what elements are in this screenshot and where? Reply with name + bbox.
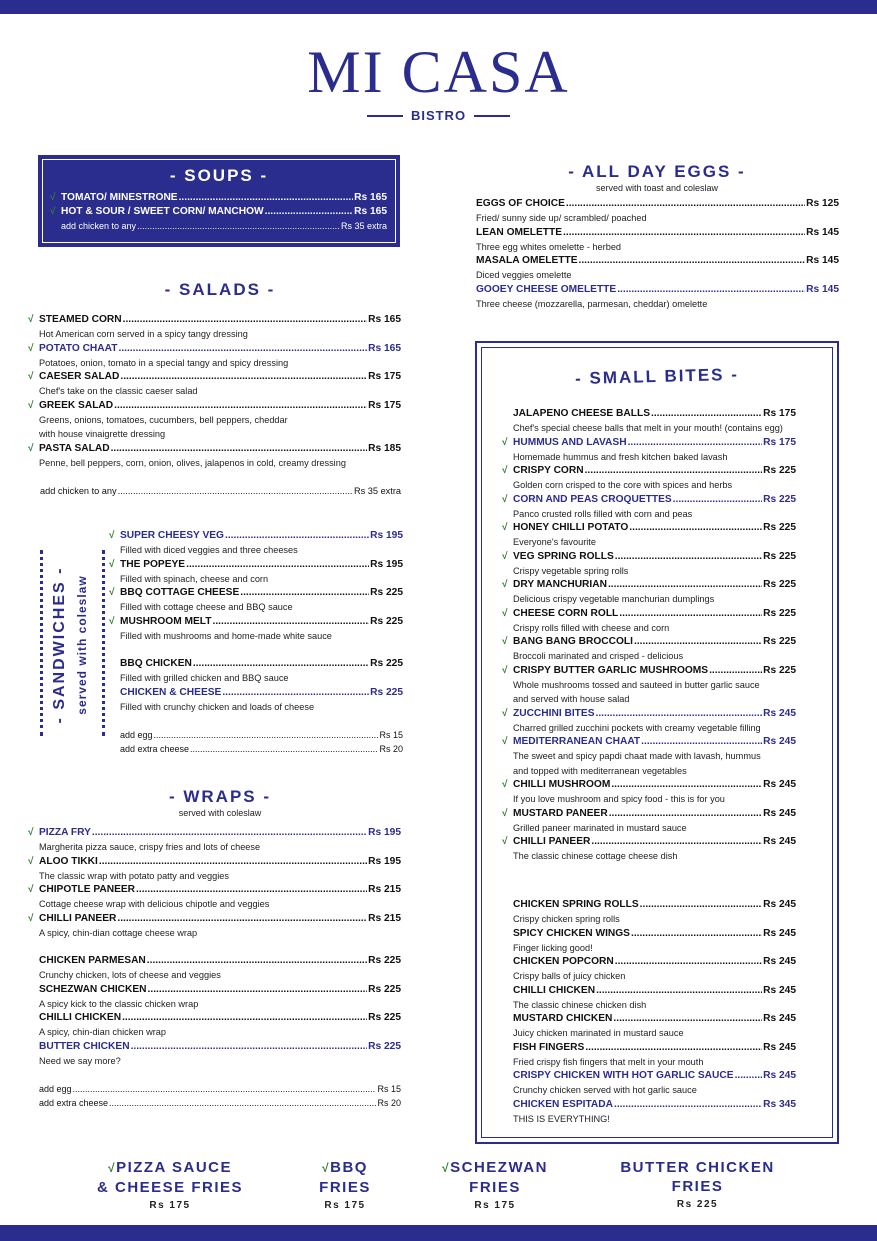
dotted-divider xyxy=(102,550,105,736)
item-desc: The classic chinese cottage cheese dish xyxy=(513,851,678,861)
divider-line xyxy=(474,115,510,117)
item-desc: The classic wrap with potato patty and veggies xyxy=(39,870,229,881)
menu-item: CHICKEN ESPITADA ..... Rs 345 xyxy=(513,1098,796,1112)
veg-check-icon: √ xyxy=(502,579,508,590)
item-desc: and served with house salad xyxy=(513,694,630,704)
item-desc: Diced veggies omelette xyxy=(476,270,572,280)
small-bites-nonveg-list xyxy=(513,898,796,1126)
veg-check-icon: √ xyxy=(28,371,34,382)
eggs-title: - ALL DAY EGGS - xyxy=(568,162,746,181)
menu-item: √ THE POPEYE ..... Rs 195 xyxy=(120,558,403,572)
menu-item: JALAPENO CHEESE BALLS ..... Rs 175 xyxy=(513,407,796,421)
menu-item: √ MUSTARD PANEER ..... Rs 245 xyxy=(513,807,796,821)
item-desc: Penne, bell peppers, corn, onion, olives, jalapenos in cold, creamy dressing xyxy=(39,457,346,468)
veg-check-icon: √ xyxy=(322,1161,331,1175)
menu-item: √ HONEY CHILLI POTATO ..... Rs 225 xyxy=(513,521,796,535)
menu-item: MASALA OMELETTE ..... Rs 145 xyxy=(476,254,839,268)
menu-item: √ CAESER SALAD ..... Rs 175 xyxy=(39,370,401,384)
item-desc: Crispy vegetable spring rolls xyxy=(513,565,629,576)
menu-item: √ MUSHROOM MELT ..... Rs 225 xyxy=(120,615,403,629)
veg-check-icon: √ xyxy=(28,884,34,895)
item-desc: Chef's special cheese balls that melt in your mouth! (contains egg) xyxy=(513,423,783,433)
item-desc: Cottage cheese wrap with delicious chipotle and veggies xyxy=(39,899,270,909)
item-desc: Golden corn crisped to the core with spices and herbs xyxy=(513,480,733,490)
fries-item: √BBQ FRIES Rs 175 xyxy=(290,1158,400,1211)
item-desc: Crunchy chicken, lots of cheese and veggies xyxy=(39,970,221,980)
soups-section xyxy=(38,155,400,247)
veg-check-icon: √ xyxy=(502,664,508,676)
extra-item: add extra cheese ..... Rs 20 xyxy=(39,1096,401,1110)
fries-price: Rs 175 xyxy=(149,1200,191,1211)
menu-item: √ HUMMUS AND LAVASH ..... Rs 175 xyxy=(513,436,796,450)
menu-item: CRISPY CHICKEN WITH HOT GARLIC SAUCE ..... Rs 245 xyxy=(513,1069,796,1083)
salads-section xyxy=(38,280,402,300)
veg-check-icon: √ xyxy=(50,206,56,217)
menu-item: BBQ CHICKEN ..... Rs 225 xyxy=(120,657,403,671)
menu-item: √ ZUCCHINI BITES ..... Rs 245 xyxy=(513,707,796,721)
menu-item: CHILLI CHICKEN ..... Rs 225 xyxy=(39,1011,401,1025)
veg-check-icon: √ xyxy=(502,550,508,562)
bottom-bar xyxy=(0,1225,877,1241)
item-desc: Filled with mushrooms and home-made white sauce xyxy=(120,630,332,641)
item-desc: A spicy, chin-dian chicken wrap xyxy=(39,1027,166,1037)
item-desc: Panco crusted rolls filled with corn and peas xyxy=(513,508,693,519)
menu-item: CHICKEN SPRING ROLLS ..... Rs 245 xyxy=(513,898,796,912)
veg-check-icon: √ xyxy=(50,192,56,203)
extra-item: add egg ..... Rs 15 xyxy=(120,728,403,742)
menu-item: GOOEY CHEESE OMELETTE ..... Rs 145 xyxy=(476,283,839,297)
fries-price: Rs 175 xyxy=(474,1200,516,1211)
fries-item: √PIZZA SAUCE & CHEESE FRIES Rs 175 xyxy=(80,1158,260,1211)
brand-name: MI CASA xyxy=(307,39,570,105)
item-desc: Fried/ sunny side up/ scrambled/ poached xyxy=(476,213,647,223)
item-desc: Crispy chicken spring rolls xyxy=(513,914,620,924)
menu-item: CHICKEN PARMESAN ..... Rs 225 xyxy=(39,954,401,968)
veg-check-icon: √ xyxy=(28,912,34,924)
item-desc: with house vinaigrette dressing xyxy=(39,429,166,439)
salads-title: - SALADS - xyxy=(164,280,276,299)
brand-tagline: BISTRO xyxy=(410,108,467,123)
menu-item: √ VEG SPRING ROLLS ..... Rs 225 xyxy=(513,550,796,564)
item-desc: Broccoli marinated and crisped - delicious xyxy=(513,651,684,661)
brand-tagline-row xyxy=(0,108,877,123)
fries-price: Rs 225 xyxy=(676,1199,719,1210)
veg-check-icon: √ xyxy=(28,442,34,454)
menu-item: √ MEDITERRANEAN CHAAT ..... Rs 245 xyxy=(513,735,796,749)
veg-check-icon: √ xyxy=(28,342,34,354)
menu-item: √ CHILLI PANEER ..... Rs 245 xyxy=(513,835,796,849)
item-desc: THIS IS EVERYTHING! xyxy=(513,1113,610,1124)
veg-check-icon: √ xyxy=(502,836,508,847)
veg-check-icon: √ xyxy=(502,607,508,619)
extra-item: add chicken to any ..... Rs 35 extra xyxy=(61,219,387,233)
wraps-subtitle: served with coleslaw xyxy=(178,808,262,818)
menu-item: √ DRY MANCHURIAN ..... Rs 225 xyxy=(513,578,796,592)
menu-item: FISH FINGERS ..... Rs 245 xyxy=(513,1041,796,1055)
item-desc: A spicy, chin-dian cottage cheese wrap xyxy=(39,927,198,938)
item-desc: Chef's take on the classic caeser salad xyxy=(39,386,198,396)
menu-item: √ CHEESE CORN ROLL ..... Rs 225 xyxy=(513,607,796,621)
fries-item: BUTTER CHICKEN FRIES Rs 225 xyxy=(605,1158,790,1210)
menu-item: √ CRISPY BUTTER GARLIC MUSHROOMS ..... Rs 225 xyxy=(513,664,796,678)
veg-check-icon: √ xyxy=(109,615,115,627)
sandwiches-subtitle: served with coleslaw xyxy=(75,575,89,715)
menu-item: EGGS OF CHOICE ..... Rs 125 xyxy=(476,197,839,211)
sandwiches-list xyxy=(109,529,403,756)
veg-check-icon: √ xyxy=(502,465,508,476)
extra-item: add egg ..... Rs 15 xyxy=(39,1082,401,1096)
menu-item: SCHEZWAN CHICKEN ..... Rs 225 xyxy=(39,983,401,997)
item-desc: Margherita pizza sauce, crispy fries and lots of cheese xyxy=(39,842,261,852)
menu-item: √ CHIPOTLE PANEER ..... Rs 215 xyxy=(39,883,401,897)
menu-item: √ CORN AND PEAS CROQUETTES ..... Rs 225 xyxy=(513,493,796,507)
veg-check-icon: √ xyxy=(502,736,508,747)
small-bites-section xyxy=(475,364,839,389)
item-desc: A spicy kick to the classic chicken wrap xyxy=(39,998,199,1009)
item-desc: If you love mushroom and spicy food - this is for you xyxy=(513,794,725,804)
item-desc: Three cheese (mozzarella, parmesan, cheddar) omelette xyxy=(476,298,708,309)
menu-item: √ CHILLI PANEER ..... Rs 215 xyxy=(39,912,401,926)
wraps-section xyxy=(38,787,402,818)
veg-check-icon: √ xyxy=(28,855,34,867)
menu-item: √ SUPER CHEESY VEG ..... Rs 195 xyxy=(120,529,403,543)
menu-item: √ HOT & SOUR / SWEET CORN/ MANCHOW ..... Rs 165 xyxy=(61,205,387,219)
item-desc: Finger licking good! xyxy=(513,942,593,953)
item-desc: Everyone's favourite xyxy=(513,537,596,547)
eggs-section xyxy=(475,162,839,193)
fries-item: √SCHEZWAN FRIES Rs 175 xyxy=(420,1158,570,1211)
menu-item: CHILLI CHICKEN ..... Rs 245 xyxy=(513,984,796,998)
item-desc: Potatoes, onion, tomato in a special tangy and spicy dressing xyxy=(39,357,289,368)
item-desc: Filled with grilled chicken and BBQ sauce xyxy=(120,673,289,683)
extra-item: add chicken to any ..... Rs 35 extra xyxy=(39,484,401,498)
eggs-list xyxy=(476,197,839,311)
veg-check-icon: √ xyxy=(28,314,34,325)
menu-item: SPICY CHICKEN WINGS ..... Rs 245 xyxy=(513,927,796,941)
brand-logo xyxy=(0,40,877,123)
menu-item: MUSTARD CHICKEN ..... Rs 245 xyxy=(513,1012,796,1026)
veg-check-icon: √ xyxy=(502,522,508,533)
item-desc: Filled with diced veggies and three cheeses xyxy=(120,545,298,555)
menu-item: √ PASTA SALAD ..... Rs 185 xyxy=(39,442,401,456)
item-desc: Filled with crunchy chicken and loads of cheese xyxy=(120,701,315,712)
menu-item: √ CRISPY CORN ..... Rs 225 xyxy=(513,464,796,478)
small-bites-title: - SMALL BITES - xyxy=(574,364,740,389)
veg-check-icon: √ xyxy=(502,779,508,790)
menu-item: √ ALOO TIKKI ..... Rs 195 xyxy=(39,855,401,869)
item-desc: Need we say more? xyxy=(39,1055,121,1066)
menu-item: √ BBQ COTTAGE CHEESE ..... Rs 225 xyxy=(120,586,403,600)
wraps-list xyxy=(28,826,401,1110)
menu-item: LEAN OMELETTE ..... Rs 145 xyxy=(476,226,839,240)
sandwiches-title: - SANDWICHES - xyxy=(51,566,68,724)
item-desc: Charred grilled zucchini pockets with creamy vegetable filling xyxy=(513,722,761,733)
veg-check-icon: √ xyxy=(502,636,508,647)
item-desc: The classic chinese chicken dish xyxy=(513,999,647,1010)
menu-item: √ BANG BANG BROCCOLI ..... Rs 225 xyxy=(513,635,796,649)
menu-item: √ CHILLI MUSHROOM ..... Rs 245 xyxy=(513,778,796,792)
item-desc: Filled with cottage cheese and BBQ sauce xyxy=(120,602,293,612)
menu-item: √ STEAMED CORN ..... Rs 165 xyxy=(39,313,401,327)
veg-check-icon: √ xyxy=(109,587,115,598)
item-desc: Fried crispy fish fingers that melt in your mouth xyxy=(513,1056,704,1067)
menu-item: CHICKEN & CHEESE ..... Rs 225 xyxy=(120,686,403,700)
item-desc: Juicy chicken marinated in mustard sauce xyxy=(513,1028,684,1038)
extra-item: add extra cheese ..... Rs 20 xyxy=(120,742,403,756)
item-desc: Homemade hummus and fresh kitchen baked lavash xyxy=(513,451,728,462)
veg-check-icon: √ xyxy=(28,399,34,411)
menu-item: √ TOMATO/ MINESTRONE ..... Rs 165 xyxy=(61,191,387,205)
item-desc: and topped with mediterranean vegetables xyxy=(513,765,687,776)
item-desc: Three egg whites omelette - herbed xyxy=(476,241,622,252)
item-desc: Delicious crispy vegetable manchurian dumplings xyxy=(513,594,715,604)
menu-item: BUTTER CHICKEN ..... Rs 225 xyxy=(39,1040,401,1054)
small-bites-list xyxy=(502,407,796,864)
salads-list xyxy=(28,313,401,498)
item-desc: Grilled paneer marinated in mustard sauce xyxy=(513,822,687,833)
sandwiches-vertical-title xyxy=(14,550,104,740)
veg-check-icon: √ xyxy=(442,1161,451,1175)
item-desc: Filled with spinach, cheese and corn xyxy=(120,573,269,584)
veg-check-icon: √ xyxy=(107,1161,117,1175)
veg-check-icon: √ xyxy=(109,530,115,541)
veg-check-icon: √ xyxy=(502,707,508,719)
veg-check-icon: √ xyxy=(502,807,508,819)
soups-title: - SOUPS - xyxy=(169,166,269,185)
item-desc: The sweet and spicy papdi chaat made with lavash, hummus xyxy=(513,751,761,761)
item-desc: Crunchy chicken served with hot garlic sauce xyxy=(513,1085,697,1095)
fries-price: Rs 175 xyxy=(324,1200,366,1211)
menu-item: CHICKEN POPCORN ..... Rs 245 xyxy=(513,955,796,969)
dotted-divider xyxy=(40,550,43,736)
item-desc: Crispy balls of juicy chicken xyxy=(513,971,626,981)
veg-check-icon: √ xyxy=(28,827,34,838)
eggs-subtitle: served with toast and coleslaw xyxy=(595,183,719,193)
item-desc: Hot American corn served in a spicy tangy dressing xyxy=(39,329,248,339)
top-bar xyxy=(0,0,877,14)
menu-item: √ POTATO CHAAT ..... Rs 165 xyxy=(39,342,401,356)
veg-check-icon: √ xyxy=(502,436,508,448)
divider-line xyxy=(367,115,403,117)
item-desc: Greens, onions, tomatoes, cucumbers, bell peppers, cheddar xyxy=(39,414,288,425)
wraps-title: - WRAPS - xyxy=(168,787,272,806)
veg-check-icon: √ xyxy=(109,558,115,570)
item-desc: Whole mushrooms tossed and sauteed in butter garlic sauce xyxy=(513,679,760,690)
menu-item: √ GREEK SALAD ..... Rs 175 xyxy=(39,399,401,413)
menu-item: √ PIZZA FRY ..... Rs 195 xyxy=(39,826,401,840)
veg-check-icon: √ xyxy=(502,493,508,505)
item-desc: Crispy rolls filled with cheese and corn xyxy=(513,622,670,633)
